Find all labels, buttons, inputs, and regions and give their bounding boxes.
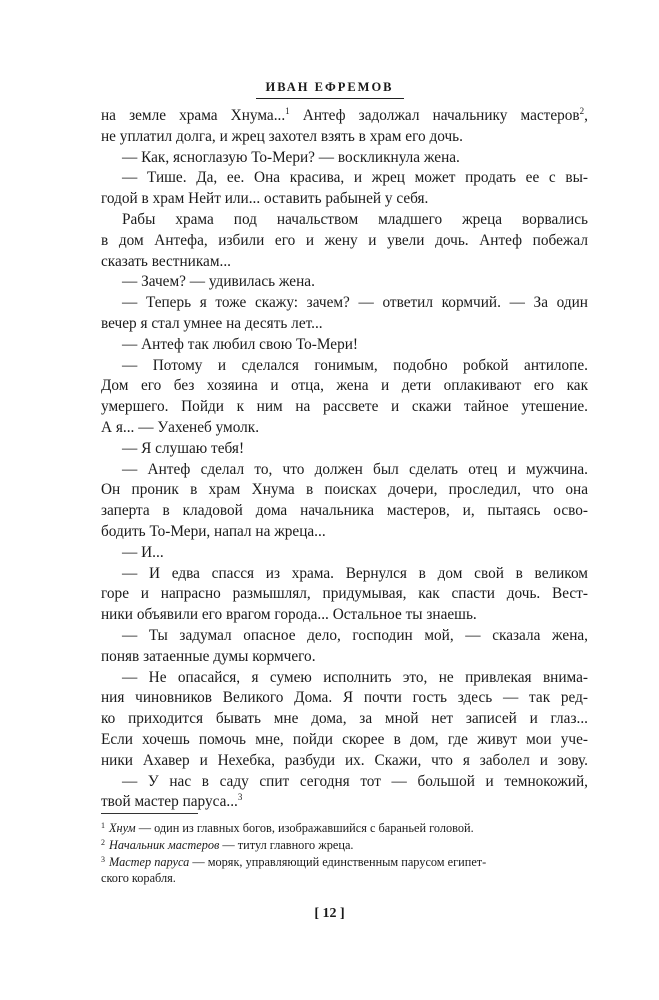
text-line: горе и напрасно размышлял, придумывая, как спасти дочь. Вест-	[101, 585, 588, 603]
text-line: — Антеф так любил свою То-Мери!	[122, 335, 359, 353]
body-text	[101, 106, 588, 813]
text-line: ко приходится бывать мне дома, за мной нет записей и глаз...	[101, 710, 588, 728]
text-line: — Тише. Да, ее. Она красива, и жрец может продать ее с вы-	[122, 169, 588, 187]
text-line: — У нас в саду спит сегодня тот — большой и темнокожий,	[122, 772, 588, 790]
text-line: — Теперь я тоже скажу: зачем? — ответил кормчий. — За один	[122, 294, 588, 312]
footnote-ref-2[interactable]: 2	[579, 106, 585, 116]
footnotes	[101, 820, 588, 887]
text-line: вечер я стал умнее на десять лет...	[101, 314, 323, 332]
text-line: — Как, ясноглазую То-Мери? — воскликнула жена.	[122, 148, 460, 166]
text-line: не уплатил долга, и жрец захотел взять в храм его дочь.	[101, 127, 463, 145]
text-line: — Не опасайся, я сумею исполнить это, не привлекая внима-	[122, 668, 588, 686]
text-line: годой в храм Нейт или... оставить рабыней у себя.	[101, 190, 429, 208]
text-line: — И едва спасся из храма. Вернулся в дом свой в великом	[122, 564, 588, 582]
text-line: Дом его без хозяина и отца, жена и дети оплакивают его как	[101, 377, 588, 395]
text-line: — И...	[122, 543, 164, 561]
text-line: — Потому и сделался гонимым, подобно робкой антилопе.	[122, 356, 588, 374]
running-header: ИВАН ЕФРЕМОВ	[265, 80, 394, 94]
text-line: — Я слушаю тебя!	[122, 439, 245, 457]
text-line: заперта в кладовой дома начальника мастеров, и, пытаясь осво-	[101, 502, 588, 520]
text-line: в дом Антефа, избили его и жену и увели дочь. Антеф побежал	[101, 231, 588, 249]
text-line: — Антеф сделал то, что должен был сделать отец и мужчина.	[122, 460, 588, 478]
text-line: — Ты задумал опасное дело, господин мой, — сказала жена,	[122, 626, 588, 644]
text-line: ния чиновников Великого Дома. Я почти гость здесь — так ред-	[101, 689, 588, 707]
text-line: — Зачем? — удивилась жена.	[122, 273, 315, 291]
text-line: твой мастер паруса...$^3$	[101, 792, 243, 811]
text-line: поняв затаенные думы кормчего.	[101, 647, 316, 665]
text-line: А я... — Уахенеб умолк.	[101, 418, 260, 436]
footnote-1: $^1$ Хнум — один из главных богов, изображавшийся с бараньей головой.	[101, 821, 474, 835]
text-line: умершего. Пойди к ним на рассвете и скажи тайное утешение.	[101, 398, 588, 416]
text-line: на земле храма Хнума...$^1$ Антеф задолжал начальнику мастеров$^2$,	[101, 106, 588, 124]
footnote-ref-3[interactable]: 3	[237, 792, 243, 803]
footnote-ref-1[interactable]: 1	[285, 106, 290, 116]
footnote-3: $^3$ Мастер паруса — моряк, управляющий единственным парусом египет-	[101, 854, 487, 869]
text-line: Рабы храма под начальством младшего жреца ворвались	[122, 210, 588, 228]
text-line: бодить То-Мери, напал на жреца...	[101, 522, 326, 540]
text-line: сказать вестникам...	[101, 252, 231, 270]
page-number: [ 12 ]	[314, 906, 345, 921]
header-rule	[256, 98, 404, 99]
text-line: ники Ахавер и Нехебка, разбуди их. Скажи, что я заболел и зову.	[101, 751, 588, 769]
footnote-3-continuation: ского корабля.	[101, 871, 176, 886]
text-line: Он проник в храм Хнума в поисках дочери, проследил, что она	[101, 481, 588, 499]
text-line: ники объявили его врагом города... Остальное ты знаешь.	[101, 606, 477, 624]
text-line: Если хочешь помочь мне, пойди скорее в дом, где живут мои уче-	[101, 730, 588, 748]
footnote-2: $^2$ Начальник мастеров — титул главного жреца.	[101, 837, 354, 852]
footnote-rule	[101, 813, 198, 814]
